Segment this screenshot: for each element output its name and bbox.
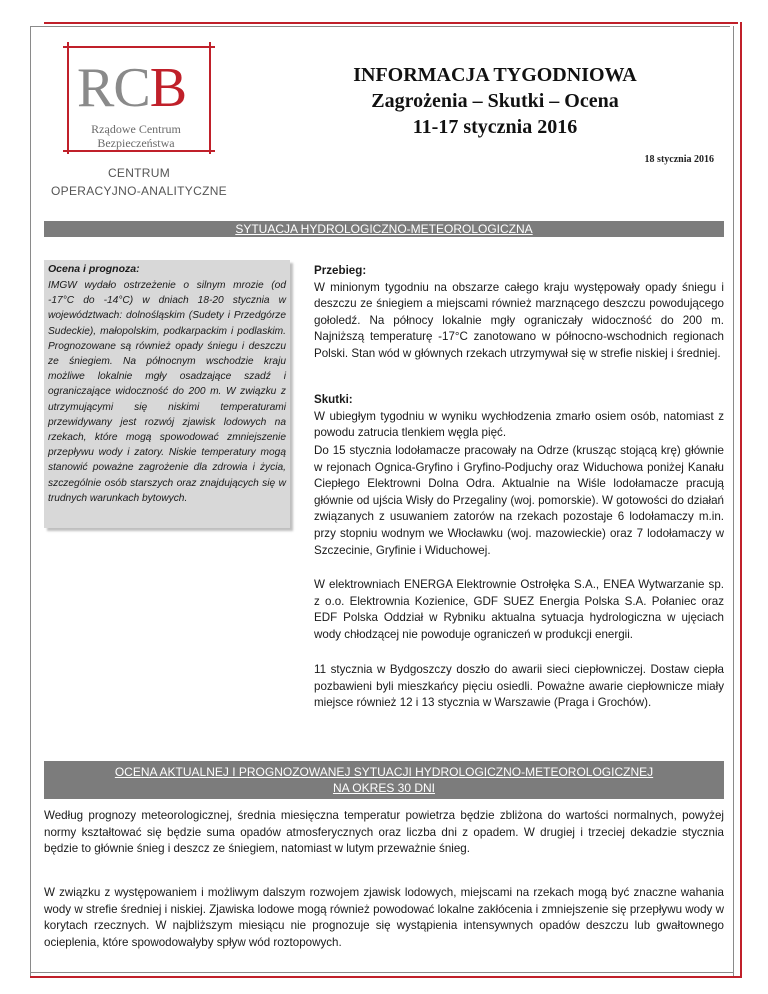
report-date: 18 stycznia 2016 — [644, 154, 714, 165]
frame-right-gray — [733, 26, 734, 978]
logo-subtitle — [71, 122, 201, 150]
paragraph-elektrownie: W elektrowniach ENERGA Elektrownie Ostrołęka S.A., ENEA Wytwarzanie sp. z o.o. Elektrownia Kozienice, GDF SUEZ Energia Polska S.A. Połaniec oraz EDF Polska Oddział w Rybniku aktualna sytuacja hydrologiczna w ujęciach wody chłodzącej nie powoduje ograniczeń w produkcji energii. — [314, 578, 724, 641]
przebieg-body: W minionym tygodniu na obszarze całego kraju występowały opady śniegu i deszczu ze śniegiem a miejscami również marznącego deszczu powodującego gołoledź. Na północy lokalnie mgły ograniczały widoczność do 200 m. Najniższą temperaturę -17°C zanotowano w północno-wschodnich regionach Polski. Stan wód w głównych rzekach utrzymywał się w strefie niskiej i średniej. — [314, 280, 724, 360]
section-hydro-meteo-bar — [44, 221, 724, 237]
skutki-title: Skutki: — [314, 393, 353, 406]
logo-b: B — [149, 57, 187, 119]
section2-line1: OCENA AKTUALNEJ I PROGNOZOWANEJ SYTUACJI HYDROLOGICZNO-METEOROLOGICZNEJ — [114, 765, 654, 779]
centrum-label — [44, 164, 234, 200]
bottom-paragraph-2: W związku z występowaniem i możliwym dalszym rozwojem zjawisk lodowych, miejscami na rzekach mogą być znaczne wahania wody w strefie średniej i niskiej. Zjawiska lodowe mogą również powodować lokalne zakłócenia i zmniejszenie się przepływu wody w korytach rzecznych. W najbliższym miesiącu nie prognozuje się wystąpienia intensywnych opadów deszczu lub gwałtownego ocieplenia, które spowodowałyby spływ wód roztopowych. — [44, 886, 724, 949]
rcb-logo — [57, 38, 222, 168]
frame-left-gray — [30, 26, 31, 976]
logo-line-left — [67, 42, 69, 154]
section-30-days-bar — [44, 761, 724, 799]
frame-right-red — [740, 22, 742, 978]
frame-bottom-red — [30, 976, 742, 978]
page-title — [300, 62, 690, 140]
title-line3: 11-17 stycznia 2016 — [412, 116, 578, 138]
logo-letters — [77, 57, 187, 119]
centrum-line2: OPERACYJNO-ANALITYCZNE — [51, 184, 227, 198]
przebieg-title: Przebieg: — [314, 264, 367, 277]
przebieg-block — [314, 263, 724, 363]
logo-line-right — [209, 42, 211, 154]
title-line1: INFORMACJA TYGODNIOWA — [353, 64, 637, 86]
forecast-body: IMGW wydało ostrzeżenie o silnym mrozie (od -17°C do -14°C) w dniach 18-20 stycznia w województwach: dolnośląskim (Sudety i Przedgórze Sudeckie), małopolskim, podkarpackim i podlaskim. Prognozowane są również opady śniegu i deszczu ze śniegiem. Na północnym wschodzie kraju możliwe lokalnie mgły osadzające szadź i ograniczające widoczność do 200 m. W związku z utrzymującymi się niskimi temperaturami przewidywany jest rozwój zjawisk lodowych na rzekach, które mogą spowodować zmniejszenie przepływu wody i zatory. Niskie temperatury mogą stanowić poważne zagrożenie dla zdrowia i życia, szczególnie osób starszych oraz znajdujących się w trudnych warunkach bytowych. — [48, 280, 286, 504]
forecast-title: Ocena i prognoza: — [48, 263, 140, 275]
logo-rc: RC — [77, 57, 150, 119]
frame-bottom-gray — [30, 972, 734, 973]
title-line2: Zagrożenia – Skutki – Ocena — [371, 90, 619, 112]
section2-line2: NA OKRES 30 DNI — [332, 781, 436, 795]
section1-title: SYTUACJA HYDROLOGICZNO-METEOROLOGICZNA — [235, 222, 533, 236]
frame-top-red — [44, 22, 738, 24]
logo-line-top — [63, 46, 215, 48]
paragraph-awaria: 11 stycznia w Bydgoszczy doszło do awarii sieci ciepłowniczej. Dostaw ciepła pozbawieni byli mieszkańcy pięciu osiedli. Poważne awarie ciepłownicze miały miejsce również 12 i 13 stycznia w Warszawie (Praga i Grochów). — [314, 663, 724, 710]
skutki-body: W ubiegłym tygodniu w wyniku wychłodzenia zmarło osiem osób, natomiast z powodu zatrucia tlenkiem węgla pięć. — [314, 409, 724, 440]
bottom-paragraph-1: Według prognozy meteorologicznej, średnia miesięczna temperatur powietrza będzie zbliżona do wartości normalnych, powyżej normy kształtować się będzie suma opadów atmosferycznych oraz liczba dni z opadem. W drugiej i trzeciej dekadzie stycznia będzie to głównie śnieg i deszcz ze śniegiem, natomiast w lutym przeważnie śnieg. — [44, 809, 724, 856]
logo-sub-line1: Rządowe Centrum — [91, 122, 181, 136]
logo-sub-line2: Bezpieczeństwa — [97, 136, 175, 150]
skutki-block — [314, 392, 724, 442]
forecast-box — [44, 260, 290, 528]
frame-top-gray — [30, 26, 730, 27]
paragraph-lodolamacze: Do 15 stycznia lodołamacze pracowały na Odrze (krusząc stojącą krę) głównie w rejonach Ognica-Gryfino i Gryfino-Podjuchy oraz Widuchowa poniżej Kanału Ciepłego Elektrowni Dolna Odra. Aktualnie na Wiśle lodołamacze pracują głównie od ujścia Wisły do Przegaliny (woj. pomorskie). W gotowości do działań związanych z usuwaniem zatorów na rzekach pozostaje 6 lodołamaczy m.in. przy stopniu wodnym we Włocławku (woj. mazowieckie) oraz 7 lodołamaczy w Szczecinie, Gryfinie i Widuchowej. — [314, 444, 724, 557]
logo-line-bottom — [63, 150, 215, 152]
centrum-line1: CENTRUM — [107, 166, 171, 180]
